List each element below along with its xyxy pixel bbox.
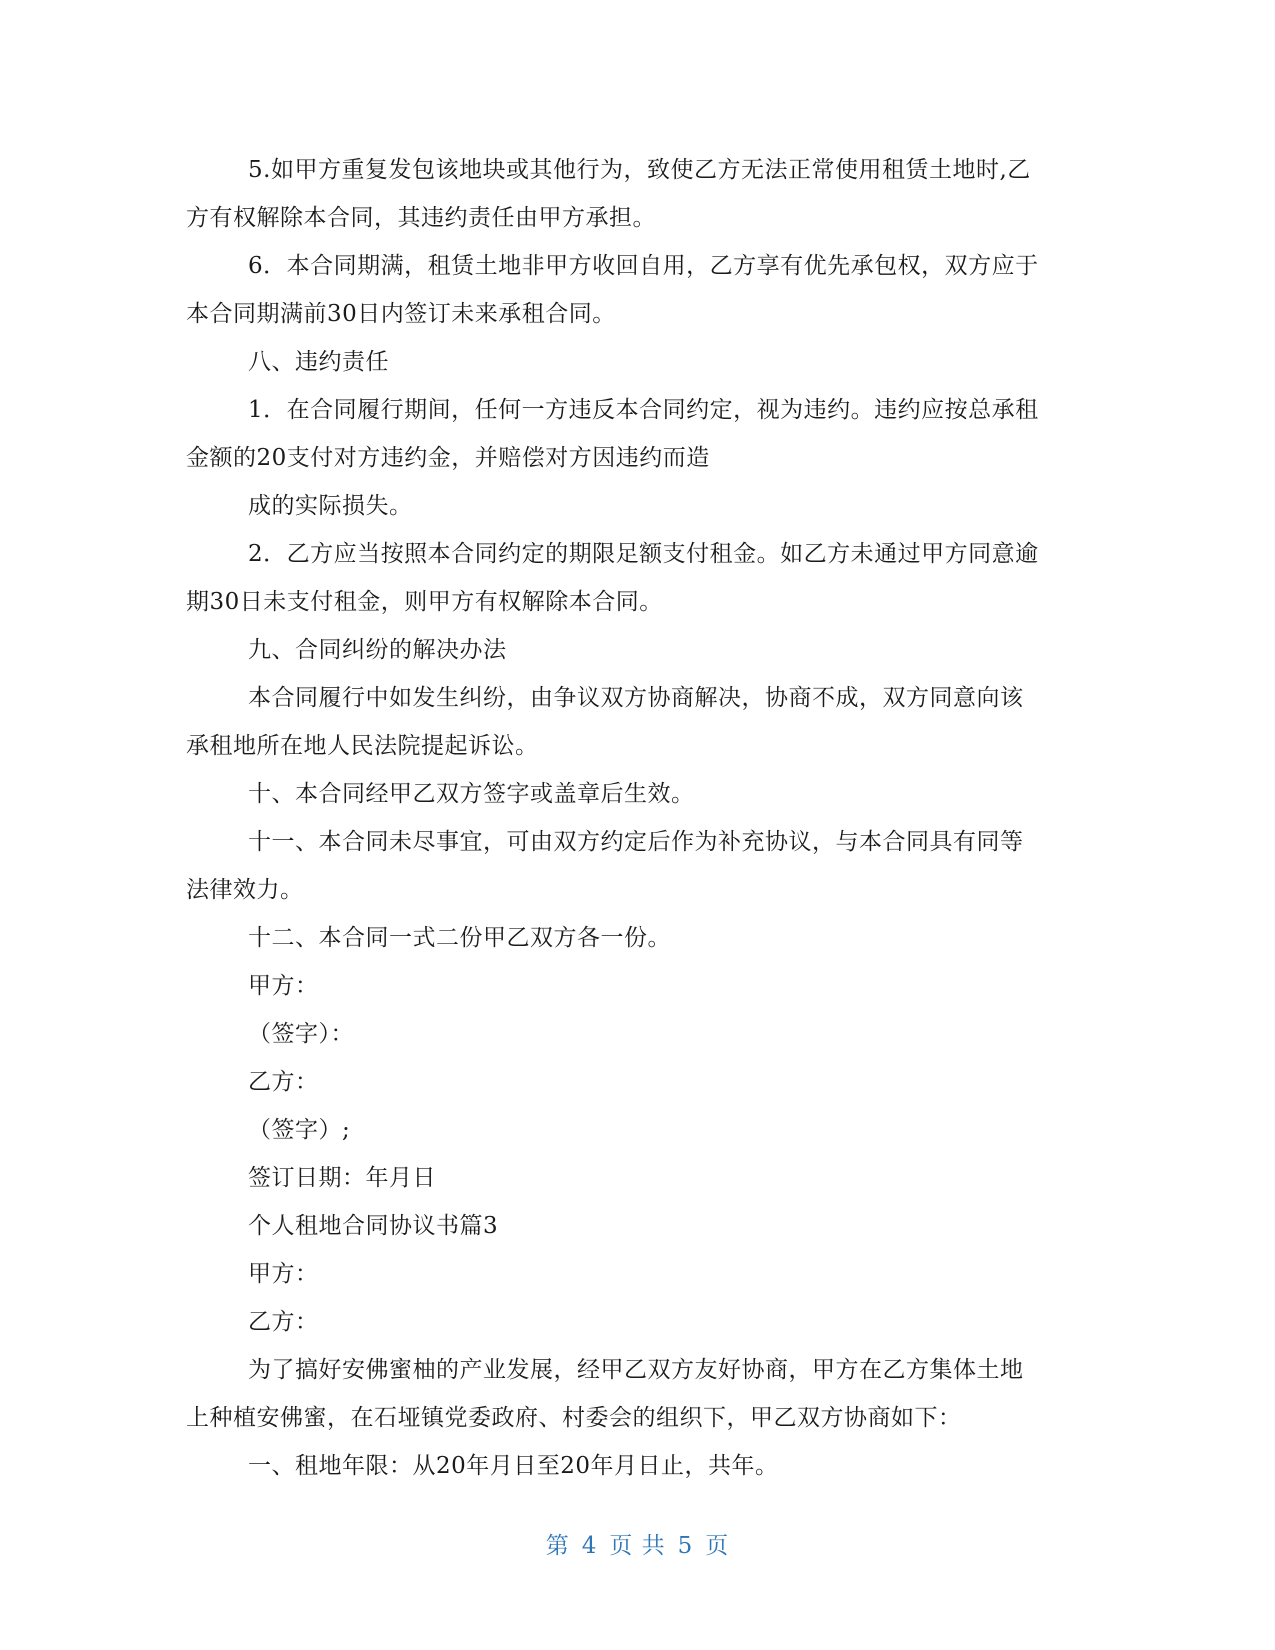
- page-footer: [0, 1530, 1275, 1562]
- paragraph-line: 十一、本合同未尽事宜，可由双方约定后作为补充协议，与本合同具有同等: [248, 829, 1024, 855]
- signature-label: （签字）;: [248, 1117, 351, 1143]
- paragraph-line: 成的实际损失。: [248, 493, 413, 519]
- total-pages-number: 5: [677, 1533, 694, 1559]
- signature-label: （签字）：: [248, 1021, 354, 1047]
- paragraph-line: 承租地所在地人民法院提起诉讼。: [186, 733, 539, 759]
- current-page-number: 4: [581, 1533, 598, 1559]
- paragraph-line: 上种植安佛蜜，在石垭镇党委政府、村委会的组织下，甲乙双方协商如下：: [186, 1405, 962, 1431]
- section-heading: 九、合同纠纷的解决办法: [248, 637, 507, 663]
- paragraph-line: 5.如甲方重复发包该地块或其他行为，致使乙方无法正常使用租赁土地时,乙: [248, 157, 1031, 183]
- paragraph-line: 十二、本合同一式二份甲乙双方各一份。: [248, 925, 671, 951]
- paragraph-line: 1．在合同履行期间，任何一方违反本合同约定，视为违约。违约应按总承租: [248, 397, 1039, 423]
- section-heading: 八、违约责任: [248, 349, 389, 375]
- paragraph-line: 本合同履行中如发生纠纷，由争议双方协商解决，协商不成，双方同意向该: [248, 685, 1024, 711]
- page-number-suffix: 页: [705, 1533, 730, 1559]
- paragraph-line: 法律效力。: [186, 877, 304, 903]
- section-title: 个人租地合同协议书篇3: [248, 1213, 499, 1239]
- paragraph-line: 方有权解除本合同，其违约责任由甲方承担。: [186, 205, 656, 231]
- paragraph-line: 6．本合同期满，租赁土地非甲方收回自用，乙方享有优先承包权，双方应于: [248, 253, 1039, 279]
- document-body: [186, 146, 1086, 1490]
- paragraph-line: 一、租地年限：从20年月日至20年月日止，共年。: [248, 1453, 779, 1479]
- signing-date-label: 签订日期：年月日: [248, 1165, 436, 1191]
- paragraph-line: 期30日未支付租金，则甲方有权解除本合同。: [186, 589, 663, 615]
- party-b-label: 乙方：: [248, 1309, 319, 1335]
- party-a-label: 甲方：: [248, 973, 319, 999]
- paragraph-line: 十、本合同经甲乙双方签字或盖章后生效。: [248, 781, 695, 807]
- paragraph-line: 金额的20支付对方违约金，并赔偿对方因违约而造: [186, 445, 710, 471]
- paragraph-line: 2．乙方应当按照本合同约定的期限足额支付租金。如乙方未通过甲方同意逾: [248, 541, 1039, 567]
- party-b-label: 乙方：: [248, 1069, 319, 1095]
- party-a-label: 甲方：: [248, 1261, 319, 1287]
- page-number-prefix: 第: [545, 1533, 570, 1559]
- page-number-middle: 页 共: [609, 1533, 666, 1559]
- paragraph-line: 本合同期满前30日内签订未来承租合同。: [186, 301, 616, 327]
- paragraph-line: 为了搞好安佛蜜柚的产业发展，经甲乙双方友好协商，甲方在乙方集体土地: [248, 1357, 1024, 1383]
